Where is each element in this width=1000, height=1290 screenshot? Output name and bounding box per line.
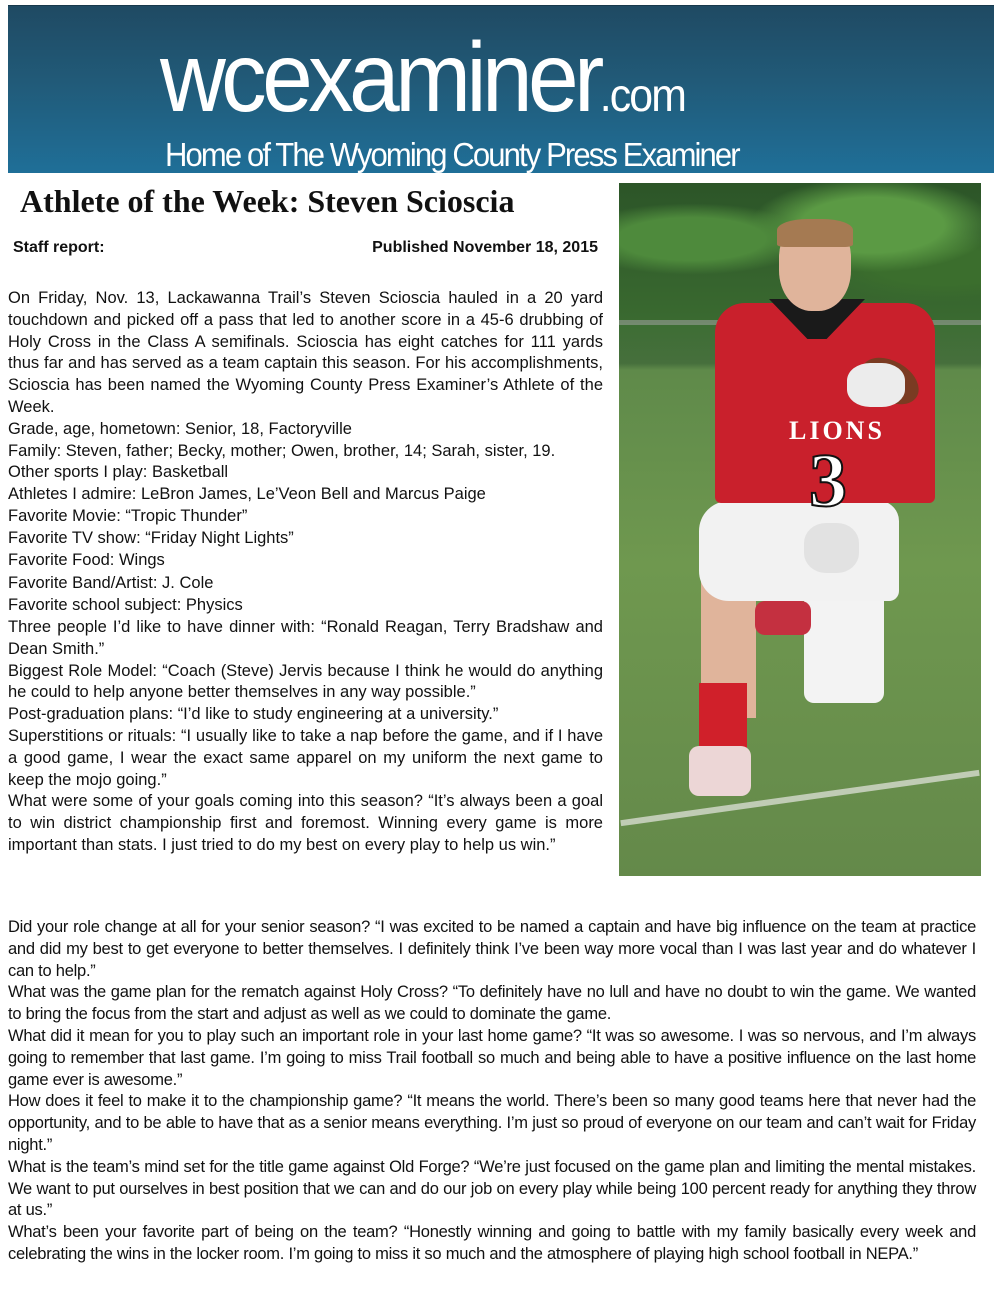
- photo-yard-line: [620, 770, 979, 826]
- article-paragraph: What was the game plan for the rematch against Holy Cross? “To definitely have no lull and have no doubt to win the game. We wanted to bring the focus from the start and adjust as well as we could to dominate the game.: [8, 983, 976, 1024]
- jersey-text: LIONS: [789, 416, 885, 445]
- article-paragraph: Three people I’d like to have dinner with: “Ronald Reagan, Terry Bradshaw and Dean Smith.”: [8, 617, 603, 658]
- article-headline: Athlete of the Week: Steven Scioscia: [20, 183, 515, 219]
- site-tagline: Home of The Wyoming County Press Examiner: [165, 136, 739, 173]
- article-paragraph: What’s been your favorite part of being on the team? “Honestly winning and going to battle with my family basically every week and celebrating the wins in the locker room. I’m going to miss it so much and the atmosphere of playing high school football in NEPA.”: [8, 1223, 976, 1263]
- photo-player-cleat: [689, 746, 751, 796]
- athlete-photo: [619, 183, 981, 876]
- article-paragraph: What is the team’s mind set for the title game against Old Forge? “We’re just focused on the game plan and limiting the mental mistakes. We want to put ourselves in best position that we can and do our job on every play while being 100 percent ready for anything they throw at us.”: [8, 1157, 976, 1220]
- logo-main: wcexaminer: [160, 22, 600, 132]
- publish-date: Published November 18, 2015: [372, 239, 598, 256]
- article-paragraph: Post-graduation plans: “I’d like to study engineering at a university.”: [8, 705, 499, 724]
- article-paragraph: Family: Steven, father; Becky, mother; Owen, brother, 14; Sarah, sister, 19.: [8, 441, 556, 460]
- article-paragraph: Favorite TV show: “Friday Night Lights”: [8, 528, 294, 547]
- article-paragraph: Other sports I play: Basketball: [8, 463, 229, 482]
- article-paragraph: Favorite Food: Wings: [8, 550, 165, 569]
- photo-player-shin: [804, 583, 884, 703]
- logo-suffix: .com: [599, 69, 685, 121]
- article-paragraph: How does it feel to make it to the championship game? “It means the world. There’s been so many good teams here that never had the opportunity, and to be able to have that as a senior means everything. I’m just so proud of everyone on our team and can’t wait for Friday night.”: [8, 1092, 976, 1154]
- article-byline: Staff report:: [13, 239, 105, 256]
- photo-player-sock: [699, 683, 747, 753]
- article-paragraph: Favorite school subject: Physics: [8, 596, 243, 615]
- jersey-number: 3: [809, 439, 847, 523]
- article-paragraph: On Friday, Nov. 13, Lackawanna Trail’s Steven Scioscia hauled in a 20 yard touchdown and picked off a pass that led to another score in a 45-6 drubbing of Holy Cross in the Class A semifinals. Scioscia has eight catches for 111 yards thus far and has served as a team captain this season. For his accomplishments, Scioscia has been named the Wyoming County Press Examiner’s Athlete of the Week.: [8, 289, 603, 416]
- article-paragraph: Athletes I admire: LeBron James, Le’Veon Bell and Marcus Paige: [8, 485, 486, 504]
- article-paragraph: What did it mean for you to play such an important role in your last home game? “It was so awesome. I was so nervous, and I’m always going to remember that last game. I’m going to miss Trail football so much and being able to have a positive influence on the last home game ever is awesome.”: [8, 1026, 976, 1089]
- photo-player-hair: [777, 219, 853, 247]
- article-paragraph: Grade, age, hometown: Senior, 18, Factoryville: [8, 419, 352, 438]
- site-logo[interactable]: [160, 22, 685, 132]
- article-paragraph: What were some of your goals coming into this season? “It’s always been a goal to win district championship first and foremost. Winning every game is more important than stats. I just tried to do my best on every play to help us win.”: [8, 792, 603, 854]
- site-banner: [8, 5, 994, 173]
- article-paragraph: Favorite Band/Artist: J. Cole: [8, 574, 214, 593]
- article-paragraph: Superstitions or rituals: “I usually like to take a nap before the game, and if I have a good game, I wear the exact same apparel on my uniform the next game to keep the mojo going.”: [8, 726, 603, 789]
- article-paragraph: Did your role change at all for your senior season? “I was excited to be named a captain and have big influence on the team at practice and did my best to get everyone to better themselves. I definitely think I’ve been way more vocal than I was last year and do whatever I can to help.”: [8, 918, 976, 980]
- article-paragraph: Biggest Role Model: “Coach (Steve) Jervis because I think he would do anything he could to help anyone better themselves in any way possible.”: [8, 661, 603, 702]
- photo-glove: [847, 363, 905, 407]
- photo-player-pants: [699, 501, 899, 601]
- article-body-narrow: [8, 288, 603, 857]
- photo-glove: [804, 523, 859, 573]
- article-body-wide: [8, 917, 976, 1266]
- article-paragraph: Favorite Movie: “Tropic Thunder”: [8, 506, 248, 525]
- photo-player-cleat-back: [755, 601, 811, 635]
